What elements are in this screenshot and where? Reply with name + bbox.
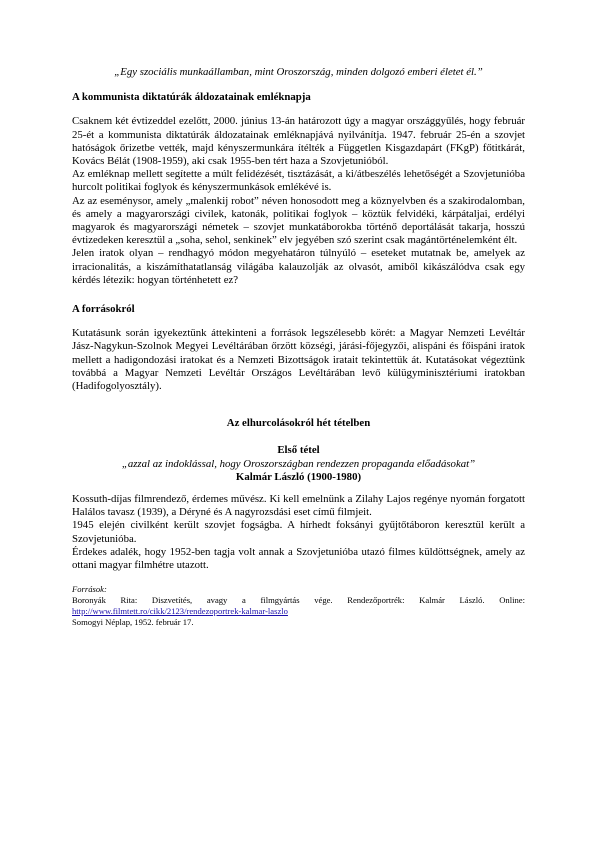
sources-footnote <box>72 584 525 628</box>
item-person: Kalmár László (1900-1980) <box>235 470 362 483</box>
paragraph: Érdekes adalék, hogy 1952-ben tagja volt annak a Szovjetunióba utazó filmes küldöttségnek, amely az ottani magyar filmhétre utazott. <box>72 545 525 572</box>
paragraph: Az az eseménysor, amely „malenkij robot” néven honosodott meg a köznyelvben és a szakirodalomban, és amely a magyarországi civilek, katonák, politikai foglyok – köztük felvidéki, kárpátaljai, erdélyi magyarok és magyarországi németek – szovjet munkatáborokba történő deportálását takarja, hosszú évtizedeken keresztül a „soha, sehol, senkinek” elv jegyében szó szerint csak magántörténelemként élt. <box>72 194 525 247</box>
section-body-memorial-day <box>72 115 525 287</box>
paragraph: Csaknem két évtizeddel ezelőtt, 2000. június 13-án határozott úgy a magyar országgyűlés, hogy február 25-ét a kommunista diktatúrák áldozatainak emléknapjává nyilvánítja. 1947. február 25-én a szovjet hatóságok őrizetbe vették, majd kényszermunkára ítélték a Független Kisgazdapárt (FKgP) főtitkárát, Kovács Bélát (1908-1959), aki csak 1955-ben tért haza a Szovjetunióból. <box>72 115 525 168</box>
item-title: Első tétel <box>277 444 320 457</box>
sources-label: Források: <box>72 584 107 595</box>
motto-quote: „Egy szociális munkaállamban, mint Oroszország, minden dolgozó emberi életet él.” <box>114 66 483 78</box>
section-heading-sources: A forrásokról <box>72 303 135 316</box>
paragraph: Jelen iratok olyan – rendhagyó módon megyehatáron túlnyúló – eseteket mutatnak be, amelyek az irracionalitás, a kiszámíthatatlanság világába kalauzolják az olvasót, amiből kikászálódva csak egy kérdés létezik: hogyan történhetett ez? <box>72 247 525 286</box>
item-quote: „azzal az indoklással, hogy Oroszországban rendezzen propaganda előadásokat” <box>121 457 476 470</box>
section-title-seven-items: Az elhurcolásokról hét tételben <box>226 417 371 430</box>
paragraph: Az emléknap mellett segítette a múlt felidézését, tisztázását, a ki/átbeszélés lehetőségét a Szovjetunióba hurcolt politikai foglyok és kényszermunkások emlékévé is. <box>72 168 525 194</box>
paragraph: 1945 elején civilként került szovjet fogságba. A hírhedt foksányi gyűjtőtáboron keresztül került a Szovjetunióba. <box>72 519 525 545</box>
section-body-sources <box>72 327 525 393</box>
source-link[interactable]: http://www.filmtett.ro/cikk/2123/rendezoportrek-kalmar-laszlo <box>72 606 288 617</box>
source-entry-text: Boronyák Rita: Diszvetítés, avagy a filmgyártás vége. Rendezőportrék: Kalmár László. Online: <box>72 595 525 606</box>
source-entry: Somogyi Néplap, 1952. február 17. <box>72 617 194 628</box>
section-heading-memorial-day: A kommunista diktatúrák áldozatainak emléknapja <box>72 91 311 104</box>
paragraph: Kutatásunk során igyekeztünk áttekinteni a források legszélesebb körét: a Magyar Nemzeti Levéltár Jász-Nagykun-Szolnok Megyei Levéltárában őrzött községi, járási-főjegyzői, alispáni és főispáni iratok mellett a hadigondozási iratokat és a Nemzeti Bizottságok iratait tekintettük át. Kutatásokat végeztünk továbbá a Magyar Nemzeti Levéltár Országos Levéltárában levő külügyminisztériumi iratokban (Hadifogolyosztály). <box>72 327 525 393</box>
item-body <box>72 493 525 572</box>
source-entry <box>72 595 525 617</box>
document-page <box>72 66 525 628</box>
paragraph: Kossuth-díjas filmrendező, érdemes művész. Ki kell emelnünk a Zilahy Lajos regénye nyomán forgatott Halálos tavasz (1939), a Déryné és A nagyrozsdási eset című filmjeit. <box>72 493 525 519</box>
